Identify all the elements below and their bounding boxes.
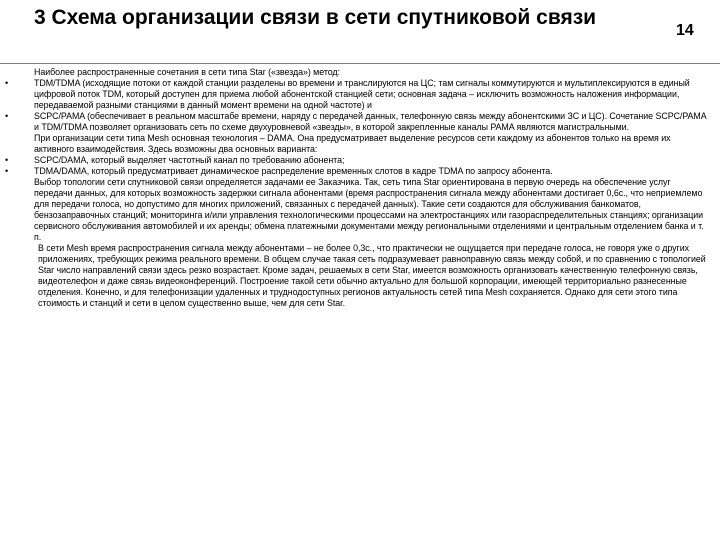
- paragraph: [34, 243, 709, 309]
- bullet-icon: •: [5, 78, 9, 88]
- paragraph: [34, 133, 709, 155]
- slide-title: 3 Схема организации связи в сети спутниковой связи: [34, 6, 597, 29]
- bullet-icon: •: [5, 166, 9, 176]
- paragraph-text: Наиболее распространенные сочетания в сети типа Star («звезда») метод:: [34, 67, 340, 77]
- title-divider: [0, 63, 720, 64]
- paragraph-text: Выбор топологии сети спутниковой связи определяется задачами ее Заказчика. Так, сеть типа Star ориентирована в первую очередь на обеспечение услуг передачи данных, для которых возможность задержки сигнала абонентами (время распространения сигнала между абонентами достигает 0,6с., что неприемлемо для передачи голоса, но допустимо для многих приложений, связанных с передачей данных). Такие сети создаются для обслуживания банкоматов, бензозаправочных станций; мониторинга и/или управления технологическими процессами на электростанциях или газораспределительных станциях; организации сервисного обслуживания автомобилей и их аренды; обмена платежными документами между региональными отделениями и центральным отделением банка и т. п.: [34, 177, 704, 242]
- paragraph: [34, 177, 709, 243]
- bullet-paragraph: [5, 78, 709, 111]
- bullet-icon: •: [5, 111, 9, 121]
- bullet-paragraph: [5, 155, 709, 166]
- paragraph-text: SCPC/PAMA (обеспечивает в реальном масштабе времени, наряду с передачей данных, телефонную связь между абонентскими ЗС и ЦС). Сочетание SCPC/PAMA и TDM/TDMA позволяет организовать сеть по схеме двухуровневой «звезды», в которой закрепленные каналы PAMA являются магистральными.: [34, 111, 707, 132]
- paragraph-text: SCPC/DAMA, который выделяет частотный канал по требованию абонента;: [34, 155, 345, 165]
- paragraph-text: TDMA/DAMA, который предусматривает динамическое распределение временных слотов в кадре TDMA по запросу абонента.: [34, 166, 553, 176]
- page-number: 14: [676, 22, 694, 39]
- paragraph-text: В сети Mesh время распространения сигнала между абонентами – не более 0,3с., что практически не ощущается при передаче голоса, не говоря уже о других приложениях, требующих режима реального времени. В общем случае такая сеть подразумевает равноправную связь между собой, и по сравнению с топологией Star число направлений связи здесь резко возрастает. Кроме задач, решаемых в сети Star, имеется возможность организовать качественную телефонную связь, видеотелефон и даже связь видеоконференций. Построение такой сети обычно актуально для большой корпорации, имеющей территориально разнесенные отделения. Конечно, и для телефонизации удаленных и труднодоступных регионов актуальность сетей типа Mesh сохраняется. Однако для сети этого типа стоимость и станций и сети в целом существенно выше, чем для сети Star.: [38, 243, 706, 308]
- bullet-paragraph: [5, 166, 709, 177]
- paragraph-text: TDM/TDMA (исходящие потоки от каждой станции разделены во времени и транслируются на ЦС; там сигналы коммутируются и мультиплексируются в единый цифровой поток TDM, который доступен для приема любой абонентской станцией сети; основная задача – исключить возможность наложения информации, передаваемой разными станциями в данный момент времени на одной частоте) и: [34, 78, 690, 110]
- paragraph: [34, 67, 709, 78]
- bullet-icon: •: [5, 155, 9, 165]
- paragraph-text: При организации сети типа Mesh основная технология – DAMA. Она предусматривает выделение ресурсов сети каждому из абонентов только на время их активного взаимодействия. Здесь возможны два основных варианта:: [34, 133, 671, 154]
- bullet-paragraph: [5, 111, 709, 133]
- slide-body: [5, 67, 709, 309]
